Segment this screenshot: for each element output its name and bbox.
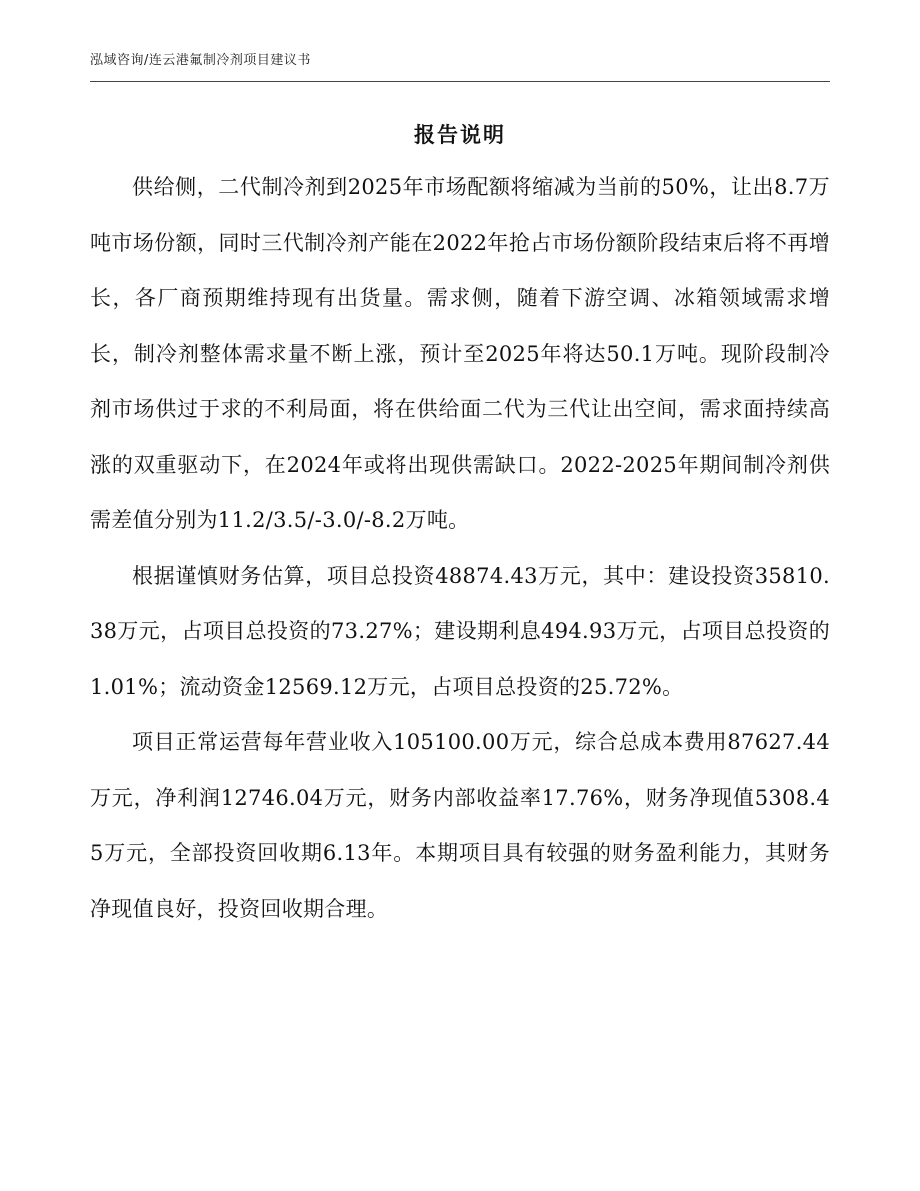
- paragraph-investment: 根据谨慎财务估算，项目总投资48874.43万元，其中：建设投资35810.38万元，占项目总投资的73.27%；建设期利息494.93万元，占项目总投资的1.01%；流动资金12569.12万元，占项目总投资的25.72%。: [90, 563, 830, 699]
- paragraph-supply-demand: 供给侧，二代制冷剂到2025年市场配额将缩减为当前的50%，让出8.7万吨市场份额，同时三代制冷剂产能在2022年抢占市场份额阶段结束后将不再增长，各厂商预期维持现有出货量。需求侧，随着下游空调、冰箱领域需求增长，制冷剂整体需求量不断上涨，预计至2025年将达50.1万吨。现阶段制冷剂市场供过于求的不利局面，将在供给面二代为三代让出空间，需求面持续高涨的双重驱动下，在2024年或将出现供需缺口。2022-2025年期间制冷剂供需差值分别为11.2/3.5/-3.0/-8.2万吨。: [90, 175, 830, 532]
- body-text: [90, 160, 830, 937]
- page-title: 报告说明: [414, 123, 506, 147]
- paragraph-financials: 项目正常运营每年营业收入105100.00万元，综合总成本费用87627.44万元，净利润12746.04万元，财务内部收益率17.76%，财务净现值5308.45万元，全部投资回收期6.13年。本期项目具有较强的财务盈利能力，其财务净现值良好，投资回收期合理。: [90, 730, 830, 921]
- running-header: 泓域咨询/连云港氟制冷剂项目建议书: [90, 53, 311, 68]
- header-divider: [90, 81, 830, 82]
